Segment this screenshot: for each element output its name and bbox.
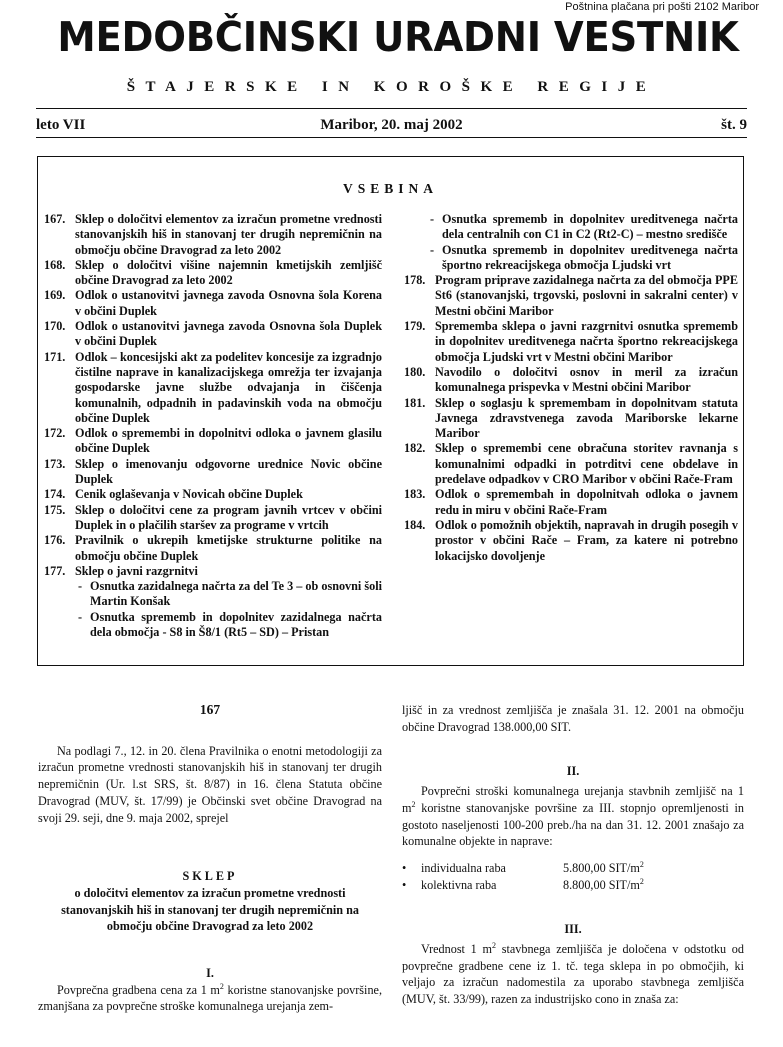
toc-entry[interactable] [44,288,382,319]
header-rule-top [36,108,747,109]
toc-entry[interactable] [404,273,738,319]
toc-entry-number: 176. [44,533,66,548]
toc-title: VSEBINA [342,181,439,196]
toc-entry-number: 169. [44,288,66,303]
issue-number: št. 9 [721,117,747,133]
toc-entry-number: 182. [404,441,426,456]
toc-entry-text: Sklep o določitvi višine najemnin kmetijskih zemljišč občine Dravograd za leto 2002 [75,257,382,288]
toc-entry[interactable] [44,457,382,488]
toc-entry-text: Pravilnik o ukrepih kmetijske strukturne politike na območju občine Duplek [75,533,382,563]
toc-entry-text: Odlok o spremembi in dopolnitvi odloka o javnem glasilu občine Duplek [75,426,382,456]
toc-left-column [44,212,382,640]
toc-entry-text: Sklep o spremembi cene obračuna storitev ravnanja s komunalnimi odpadki in potrditvi cene obdelave in predelave odpadkov v CRO Maribor v občini Rače-Fram [435,441,738,487]
list-item: • individualna raba 5.800,00 SIT/$m^2$ [402,859,644,875]
toc-entry[interactable] [44,487,382,502]
section-i-title: I. [206,966,214,981]
toc-entry-number: 173. [44,456,66,471]
article-right-column [402,702,744,1008]
toc-right-column [404,212,738,564]
toc-entry[interactable] [44,426,382,457]
toc-entry[interactable] [404,518,738,564]
toc-entry[interactable] [404,319,738,365]
toc-entry-text: Sklep o soglasju k spremembam in dopolnitvam statuta Javnega zdravstvenega zavoda Mariborske lekarne Maribor [435,395,738,441]
table-of-contents [37,156,744,666]
toc-subitem[interactable]: - Osnutka sprememb in dopolnitev zazidalnega načrta dela območja - S8 in Š8/1 (Rt5 – SD) – Pristan [78,609,382,640]
toc-entry[interactable] [44,212,382,258]
toc-entry-number: 175. [44,502,66,517]
decision-heading: o določitvi elementov za izračun prometne vrednosti stanovanjskih hiš in stanovanj ter drugih nepremičnin na območju občine Dravograd za leto 2002 [61,885,359,934]
issue-date: Maribor, 20. maj 2002 [320,117,463,133]
toc-entry-number: 174. [44,487,66,502]
toc-entry-text: Odlok o ustanovitvi javnega zavoda Osnovna šola Korena v občini Duplek [75,288,382,318]
masthead-title: MEDOBČINSKI URADNI VESTNIK [57,13,739,61]
toc-subitem[interactable]: - Osnutka zazidalnega načrta za del Te 3 – ob osnovni šoli Martin Konšak [78,579,382,609]
toc-subitem[interactable]: - Osnutka sprememb in dopolnitev ureditvenega načrta športno rekreacijskega območja Ljudski vrt [430,242,738,272]
article-number: 167 [199,702,221,717]
toc-entry[interactable] [44,258,382,289]
toc-entry-text: Odlok o pomožnih objektih, napravah in drugih posegih v prostor v občini Rače – Fram, za katere ni potrebno lokacijsko dovoljenje [435,517,738,563]
toc-entry-number: 172. [44,426,66,441]
section-ii-title: II. [566,764,580,779]
toc-entry[interactable] [404,441,738,487]
toc-entry-text: Odlok o ustanovitvi javnega zavoda Osnovna šola Duplek v občini Duplek [75,319,382,349]
toc-entry-number: 178. [404,273,426,288]
article-left-column [38,702,382,1015]
toc-entry[interactable] [44,350,382,426]
toc-entry-number: 184. [404,517,426,532]
section-iii-text: Vrednost 1 $m^2$ stavbnega zemljišča je določena v odstotku od povprečne gradbene cene iz 1. tč. tega sklepa in po območjih, ki veljajo za izračun nadomestila za uporabo stavbnega zemljišča (MUV, št. 33/99), razen za industrijsko cono in znaša za: [402,940,744,1007]
toc-entry-number: 179. [404,319,426,334]
toc-entry-number: 170. [44,319,66,334]
issue-year: leto VII [36,117,86,133]
continued-text: ljišč in za vrednost zemljišča je znašala 31. 12. 2001 na območju občine Dravograd 138.000,00 SIT. [402,703,744,734]
postage-note: Poštnina plačana pri pošti 2102 Maribor [565,1,759,13]
article-intro: Na podlagi 7., 12. in 20. člena Pravilnika o enotni metodologiji za izračun prometne vrednosti stanovanjskih hiš in stanovanj ter drugih nepremičnin (Ur. l.st SRS, št. 8/87) in 16. člena Statuta občine Dravograd (MUV, št. 17/99) je Občinski svet občine Dravograd na svoji 29. seji, dne 9. maja 2002, sprejel [38,743,382,825]
toc-entry[interactable] [44,319,382,350]
toc-entry-number: 181. [404,395,426,410]
toc-entry[interactable] [404,487,738,518]
toc-entry-text: Odlok o spremembah in dopolnitvah odloka o javnem redu in miru v občini Rače-Fram [435,487,738,517]
toc-entry-text: Sklep o imenovanju odgovorne urednice Novic občine Duplek [75,456,382,487]
toc-entry-text: Sklep o javni razgrnitvi [75,563,198,578]
toc-entry-number: 180. [404,364,426,379]
toc-entry-text: Navodilo o določitvi osnov in meril za izračun komunalnega prispevka v Mestni občini Maribor [435,364,738,395]
toc-entry-text: Odlok – koncesijski akt za podelitev koncesije za izgradnjo čistilne naprave in kanalizacijskega omrežja ter izvajanja gospodarske javne službe odvajanja in čiščenja komunalnih, odpadnih in padavinskih voda na območju občine Duplek [75,349,382,425]
toc-entry-text: Cenik oglaševanja v Novicah občine Duplek [75,487,303,502]
toc-entry-text: Program priprave zazidalnega načrta za del območja PPE St6 (stanovanjski, trgovski, poslovni in sakralni center) v Mestni občini Maribor [435,273,738,318]
header-rule-bottom [36,137,747,138]
toc-entry[interactable] [44,503,382,534]
toc-entry[interactable] [404,365,738,396]
toc-entry-number: 168. [44,257,66,272]
toc-entry-text: Sklep o določitvi cene za program javnih vrtcev v občini Duplek in o plačilih staršev za programe v vrtcih [75,502,382,532]
decision-title: SKLEP [182,869,238,884]
section-ii-text: Povprečni stroški komunalnega urejanja stavbnih zemljišč na 1 $m^2$ koristne stanovanjske površine za III. stopnjo opremljenosti in gostoto naseljenosti 100-200 preb./ha na dan 31. 12. 2001 znašajo za komunalne objekte in naprave: [402,784,744,849]
toc-entry-text: Sprememba sklepa o javni razgrnitvi osnutka sprememb in dopolnitev ureditvenega načrta športno rekreacijskega območja Ljudski vrt v Mestni občini Maribor [435,319,738,364]
toc-entry-number: 177. [44,563,66,578]
toc-entry-number: 171. [44,349,66,364]
toc-subitem[interactable]: - Osnutka sprememb in dopolnitev ureditvenega načrta dela centralnih con C1 in C2 (Rt2-C) – mestno središče [430,212,738,242]
section-iii-title: III. [564,922,582,937]
toc-entry-number: 183. [404,487,426,502]
toc-entry[interactable] [404,396,738,442]
toc-entry-number: 167. [44,212,66,226]
toc-entry[interactable] [44,533,382,564]
toc-entry[interactable] [44,564,382,579]
toc-entry-text: Sklep o določitvi elementov za izračun prometne vrednosti stanovanjskih hiš in stanovanj ter drugih nepremičnin na območju občine Dravograd za leto 2002 [75,212,382,257]
section-i-text: Povprečna gradbena cena za 1 $m^2$ koristne stanovanjske površine, zmanjšana za povprečne stroške komunalnega urejanja zem- [38,981,382,1014]
masthead-subtitle: ŠTAJERSKE IN KOROŠKE REGIJE [126,79,657,95]
list-item: • kolektivna raba 8.800,00 SIT/$m^2$ [402,876,644,892]
